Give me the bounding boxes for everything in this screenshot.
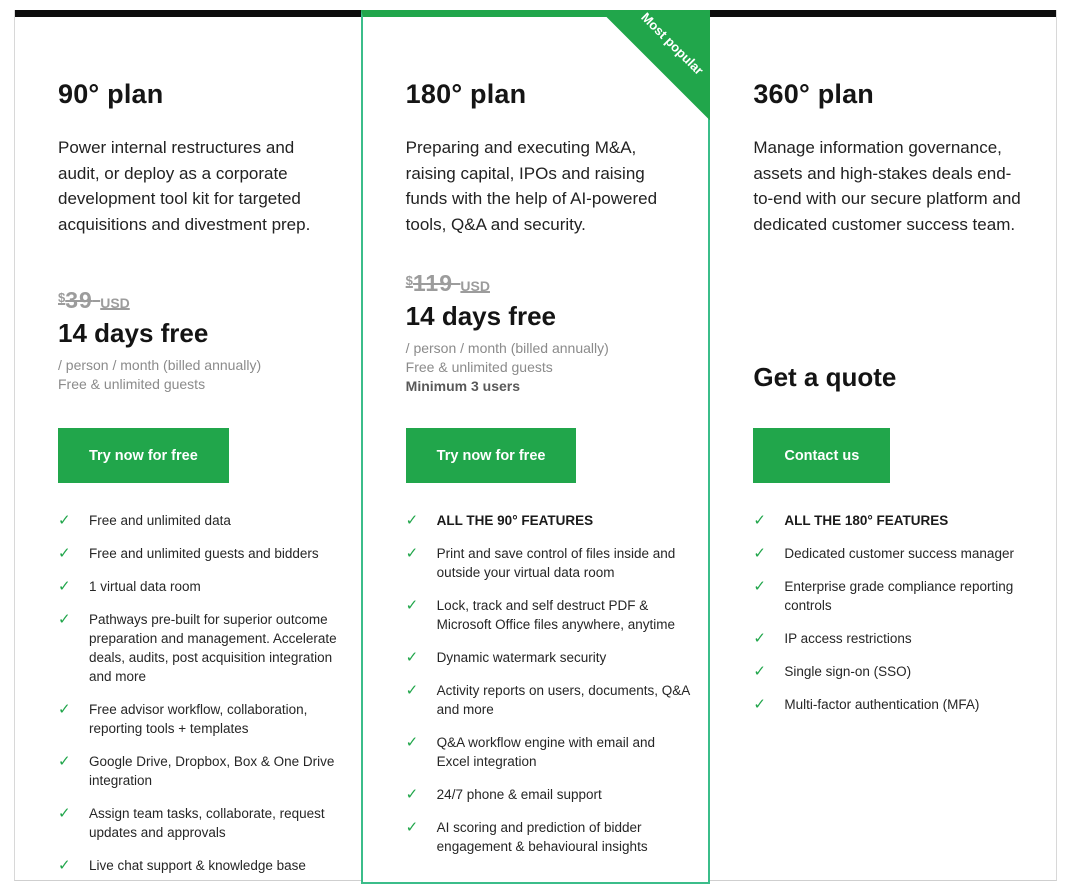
feature-item: ✓ Free and unlimited data [58, 512, 231, 529]
feature-item: ✓ 24/7 phone & email support [405, 786, 602, 803]
feature-item: ✓ Print and save control of files inside and outside your virtual data room [405, 545, 676, 580]
check-icon: ✓ [405, 819, 419, 836]
old-price [406, 270, 686, 299]
trial-heading: 14 days free [405, 301, 556, 331]
check-icon: ✓ [753, 512, 766, 529]
feature-item: ✓ Enterprise grade compliance reporting controls [753, 578, 1014, 613]
old-price-unit: USD [100, 295, 130, 311]
plan-column-90 [15, 10, 361, 880]
plan-column-360 [710, 10, 1056, 880]
check-icon: ✓ [405, 682, 419, 699]
pricing-card [14, 10, 1057, 881]
old-price-amount: 119 [412, 270, 454, 296]
check-icon: ✓ [753, 630, 766, 647]
old-price-amount: 39 [65, 287, 93, 313]
plan-description: Power internal restructures and audit, or deploy as a corporate development tool kit for targeted acquisitions and divestment prep. [58, 138, 311, 234]
feature-item: ✓ Free advisor workflow, collaboration, reporting tools + templates [58, 701, 308, 736]
price-detail: / person / month (billed annually) [405, 340, 609, 356]
check-icon: ✓ [405, 649, 419, 666]
check-icon: ✓ [753, 663, 766, 680]
check-icon: ✓ [405, 512, 419, 529]
check-icon: ✓ [58, 805, 71, 822]
price-block [406, 270, 686, 396]
minimum-users-note: Minimum 3 users [405, 378, 521, 394]
quote-heading: Get a quote [753, 362, 897, 392]
feature-item: ✓ Pathways pre-built for superior outcome preparation and management. Accelerate deals, audits, post acquisition integration and more [58, 611, 337, 684]
feature-item: ✓ Assign team tasks, collaborate, request updates and approvals [58, 805, 325, 840]
check-icon: ✓ [753, 545, 766, 562]
feature-item: ✓ Dedicated customer success manager [753, 545, 1014, 562]
check-icon: ✓ [753, 696, 766, 713]
price-block [58, 287, 338, 394]
try-now-button[interactable]: Try now for free [406, 428, 577, 483]
check-icon: ✓ [58, 753, 71, 770]
feature-item: ✓ Dynamic watermark security [405, 649, 607, 666]
feature-item: ✓ Google Drive, Dropbox, Box & One Drive integration [58, 753, 335, 788]
check-icon: ✓ [405, 786, 419, 803]
plan-title: 360° plan [753, 79, 874, 109]
price-detail: Free & unlimited guests [405, 359, 553, 375]
check-icon: ✓ [405, 734, 419, 751]
check-icon: ✓ [58, 545, 71, 562]
price-block [753, 360, 1033, 394]
check-icon: ✓ [58, 611, 71, 628]
check-icon: ✓ [753, 578, 766, 595]
plan-description: Preparing and executing M&A, raising capital, IPOs and raising funds with the help of AI-powered tools, Q&A and security. [405, 138, 658, 234]
feature-item: ✓ Live chat support & knowledge base [58, 857, 306, 874]
feature-item: ✓ Free and unlimited guests and bidders [58, 545, 319, 562]
plan-title: 90° plan [58, 79, 164, 109]
currency-symbol: $ [58, 290, 66, 305]
plan-title: 180° plan [405, 79, 527, 109]
check-icon: ✓ [405, 545, 419, 562]
most-popular-ribbon [600, 10, 710, 120]
feature-item: ✓ ALL THE 180° FEATURES [753, 512, 949, 529]
feature-item: ✓ IP access restrictions [753, 630, 912, 647]
price-details [406, 339, 686, 396]
check-icon: ✓ [58, 578, 71, 595]
feature-item: ✓ Q&A workflow engine with email and Excel integration [405, 734, 656, 769]
try-now-button[interactable]: Try now for free [58, 428, 229, 483]
plan-description: Manage information governance, assets and high-stakes deals end-to-end with our secure platform and dedicated customer success team. [753, 138, 1021, 234]
feature-item: ✓ Activity reports on users, documents, Q&A and more [405, 682, 690, 717]
price-detail: Free & unlimited guests [58, 376, 206, 392]
feature-item: ✓ Single sign-on (SSO) [753, 663, 912, 680]
contact-us-button[interactable]: Contact us [753, 428, 890, 483]
feature-item: ✓ Lock, track and self destruct PDF & Microsoft Office files anywhere, anytime [405, 597, 676, 632]
price-details [58, 356, 338, 394]
feature-item: ✓ AI scoring and prediction of bidder engagement & behavioural insights [405, 819, 648, 854]
feature-list [406, 511, 692, 870]
feature-item: ✓ Multi-factor authentication (MFA) [753, 696, 980, 713]
plan-column-180 [361, 10, 711, 884]
price-detail: / person / month (billed annually) [58, 357, 262, 373]
check-icon: ✓ [58, 857, 71, 874]
feature-list [753, 511, 1039, 728]
trial-heading: 14 days free [58, 318, 209, 348]
most-popular-label: Most popular [638, 9, 707, 78]
feature-list [58, 511, 344, 889]
currency-symbol: $ [405, 273, 413, 288]
check-icon: ✓ [58, 512, 71, 529]
feature-item: ✓ ALL THE 90° FEATURES [405, 512, 594, 529]
old-price [58, 287, 338, 316]
check-icon: ✓ [405, 597, 419, 614]
check-icon: ✓ [58, 701, 71, 718]
old-price-unit: USD [460, 278, 490, 294]
feature-item: ✓ 1 virtual data room [58, 578, 201, 595]
